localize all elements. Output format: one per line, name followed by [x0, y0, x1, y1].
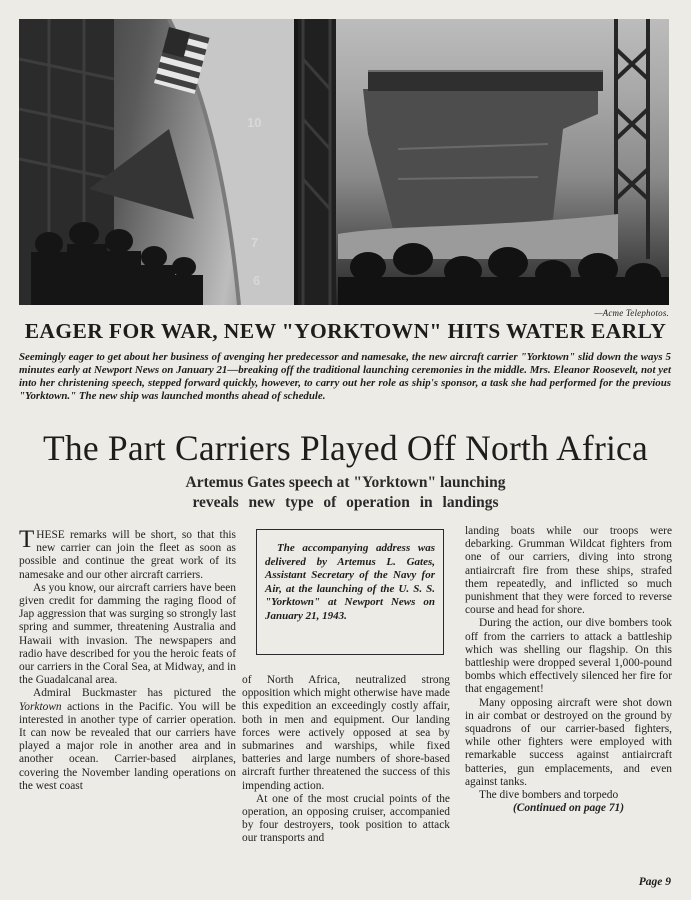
paragraph: Many opposing aircraft were shot down in air combat or destroyed on the ground by squadrons of our carrier-based fighters, while other fighters were employed with remarkable success against antiaircraft batteries, gun emplacements, and even against tanks. — [465, 696, 672, 788]
paragraph: The dive bombers and torpedo — [479, 789, 619, 802]
paragraph: of North Africa, neutralized strong opposition which might otherwise have made this expedition an exceedingly costly affair, both in men and equipment. Our landing forces were actively opposed at sea by submarines and warships, while fixed batteries and large numbers of shore-based aircraft further threatened the success of this impending action. — [242, 674, 450, 792]
carrier-launch-photo — [298, 19, 669, 305]
editor-note-box — [256, 529, 444, 655]
article-column-1 — [19, 526, 236, 793]
editor-note: The accompanying address was delivered by Artemus L. Gates, Assistant Secretary of the Navy for Air, at the launching of the U. S. S. "Yorktown" at Newport News on January 21, 1943. — [265, 542, 435, 622]
photo-block — [19, 19, 669, 305]
paragraph-text: actions in the Pacific. You will be interested in another type of carrier operation. It can now be revealed that our carriers have played a major role in another area and in another ocean. Carrier-based airplanes, covering the November landing operations on the west coast — [19, 700, 236, 792]
continued-link[interactable]: (Continued on page 71) — [512, 802, 625, 815]
article-subtitle — [0, 473, 691, 512]
subtitle-line: Artemus Gates speech at "Yorktown" launching — [185, 474, 506, 491]
photo-credit: —Acme Telephotos. — [594, 308, 669, 318]
paragraph: As you know, our aircraft carriers have been given credit for damming the raging flood of Jap aggression that was surging so strongly last spring and summer, threatening Australia and Hawaii with invasion. The newspapers and radio have described for you the heroic feats of our carriers in the Coral Sea, at Midway, and in the Guadalcanal area. — [19, 581, 236, 687]
hull-marking: 10 — [247, 115, 262, 130]
paragraph — [19, 526, 236, 582]
paragraph: landing boats while our troops were debarking. Grumman Wildcat fighters from one of our carriers, diving into strong antiaircraft fire from these ships, strafed them repeatedly, and inflicted so much punishment that they were forced to reverse course and head for shore. — [465, 525, 672, 617]
paragraph-text: HESE remarks will be short, so that this new carrier can join the fleet as soon as possible and continue the great work of its namesake and our other aircraft carriers. — [19, 529, 236, 581]
article-title: The Part Carriers Played Off North Africa — [43, 428, 648, 468]
hull-marking: 6 — [253, 273, 261, 288]
hull-marking: 7 — [251, 235, 259, 250]
page-number: Page 9 — [638, 876, 671, 888]
photo-caption: Seemingly eager to get about her business of avenging her predecessor and namesake, the new aircraft carrier "Yorktown" slid down the ways 5 minutes early at Newport News on January 21—breaking off the traditional launching ceremonies in the middle. Mrs. Eleanor Roosevelt, not yet into her christening speech, stepped forward quickly, however, to carry out her role as ship's sponsor, a task she had performed for the previous "Yorktown." The new ship was launched months ahead of schedule. — [19, 351, 671, 402]
paragraph-text: Admiral Buckmaster has pictured the — [33, 687, 236, 700]
subtitle-line: reveals new type of operation in landings — [192, 493, 499, 511]
paragraph: At one of the most crucial points of the operation, an opposing cruiser, accompanied by four destroyers, took position to attack our transports and — [242, 792, 450, 845]
news-headline: EAGER FOR WAR, NEW "YORKTOWN" HITS WATER EARLY — [24, 319, 667, 343]
article-column-3 — [465, 525, 672, 815]
paragraph: During the action, our dive bombers took off from the carriers to attack a battleship which was shelling our flagship. On this battleship were dropped several 1,000-pound bombs which effectively silenced her fire for that engagement! — [465, 617, 672, 696]
ship-name: Yorktown — [19, 700, 62, 713]
paragraph — [19, 687, 236, 793]
article-column-2 — [242, 674, 450, 846]
launch-ceremony-photo — [19, 19, 294, 305]
drop-cap: T — [19, 526, 35, 553]
